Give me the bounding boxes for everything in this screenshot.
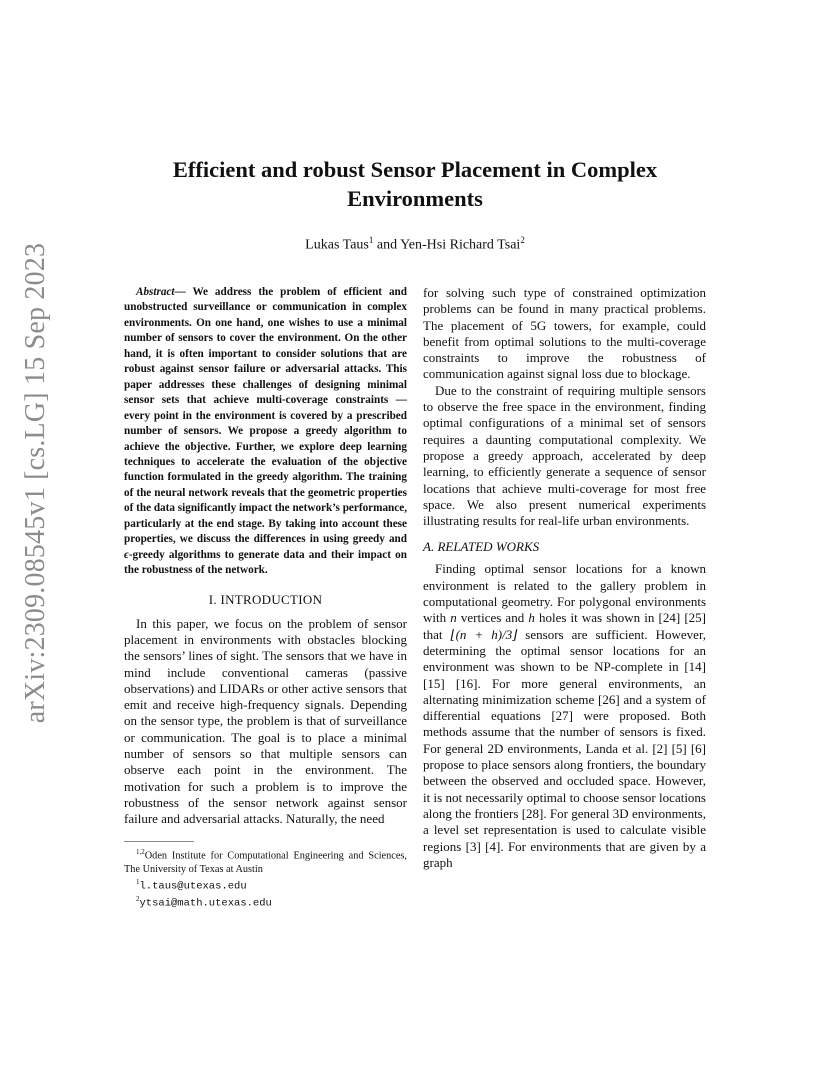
paper-title: Efficient and robust Sensor Placement in Complex Environments [172,157,658,211]
rw-text: Finding optimal sensor locations for a known environment is related to the gallery problem in computational geometry. For polygonal environments with [423,561,706,626]
email-address: l.taus@utexas.edu [139,880,247,893]
author-affiliation-mark: 2 [520,235,525,245]
abstract-label: Abstract [136,286,175,298]
rw-text: holes it was shown in [24] [25] that [423,610,706,642]
footnote-mark: 1 [136,877,140,886]
email-footnote [124,876,407,893]
related-works-paragraph [423,561,706,871]
epsilon-symbol: ϵ [124,548,129,561]
footnote-mark: 2 [136,895,140,904]
author-name: Lukas Taus [305,237,369,253]
rw-text: sensors are sufficient. However, determining the optimal sensor locations for an environment was shown to be NP-complete in [14] [15] [16]. For more general environments, an alternating minimization scheme [26] and a system of differential equations [27] were proposed. Both methods assume that the number of sensors is fixed. For general 2D environments, Landa et al. [2] [5] [6] propose to place sensors along frontiers, the boundary between the observed and occluded space. However, it is not necessarily optimal to choose sensor locations along the frontiers [28]. For general 3D environments, a level set representation is used to calculate visible regions [3] [4]. For environments that are given by a graph [423,626,707,870]
body-paragraph: Due to the constraint of requiring multiple sensors to observe the free space in the environment, finding optimal configurations of a minimal set of sensors requires a daunting computational complexity. We propose a greedy approach, accelerated by deep learning, to efficiently generate a sequence of sensor locations that achieve multi-coverage for most free space. We also present numerical experiments illustrating results for real-life urban environments. [423,382,706,529]
arxiv-identifier-stamp [20,242,52,724]
author-name: Yen-Hsi Richard Tsai [400,237,521,253]
author-line [120,231,710,255]
abstract [124,285,407,579]
math-var-n: n [450,610,457,626]
email-footnote [124,893,407,910]
introduction-paragraph: In this paper, we focus on the problem of sensor placement in environments with obstacles blocking the sensors’ lines of sight. The sensors that we have in mind include conventional cameras (passive observations) and LIDARs or other active sensors that emit and receive high-frequency signals. Depending on the sensor type, the problem is that of surveillance or communication. The goal is to place a minimal number of sensors so that multiple sensors can observe each point in the environment. The motivation for such a problem is to improve the robustness of the sensor network against sensor failure and adversarial attacks. Naturally, the need [124,615,407,827]
footnote-divider [124,841,194,842]
rw-text: vertices and [456,610,529,626]
author-conjunction: and [373,237,401,253]
abstract-text: — We address the problem of efficient and unobstructed surveillance or communication in complex environments. On one hand, one wishes to use a minimal number of sensors to cover the environment. On the other hand, it is often important to consider solutions that are robust against sensor failure or adversarial attacks. This paper addresses these challenges of designing minimal sensor sets that achieve multi-coverage constraints — every point in the environment is covered by a prescribed number of sensors. We propose a greedy algorithm to achieve the objective. Further, we explore deep learning techniques to accelerate the evaluation of the objective function formulated in the greedy algorithm. The training of the neural network reveals that the geometric properties of the data significantly impact the network’s performance, particularly at the end stage. By taking into account these properties, we discuss the differences in using greedy and [124,286,407,546]
affiliation-footnote [124,846,407,875]
author-affiliation-mark: 1 [368,235,374,245]
math-floor-formula: ⌊(n + h)/3⌋ [450,626,518,642]
continued-paragraph: for solving such type of constrained optimization problems can be found in many practical problems. The placement of 5G towers, for example, could benefit from optimal solutions to the multi-coverage constraints to improve the robustness of communication against signal loss due to blockage. [423,285,706,382]
subsection-heading-related-works: A. RELATED WORKS [423,539,540,555]
section-heading-introduction: I. INTRODUCTION [208,591,323,607]
right-column [423,285,706,871]
math-var-h: h [528,610,535,626]
affiliation-text: Oden Institute for Computational Engineering and Sciences, The University of Texas at Austin [124,850,407,875]
left-column [124,285,407,911]
email-address: ytsai@math.utexas.edu [139,897,272,910]
abstract-text-end: -greedy algorithms to generate data and their impact on the robustness of the network. [124,548,407,577]
footnote-mark: 1,2 [136,848,145,857]
arxiv-identifier-text: arXiv:2309.08545v1 [cs.LG] 15 Sep 2023 [20,242,51,724]
